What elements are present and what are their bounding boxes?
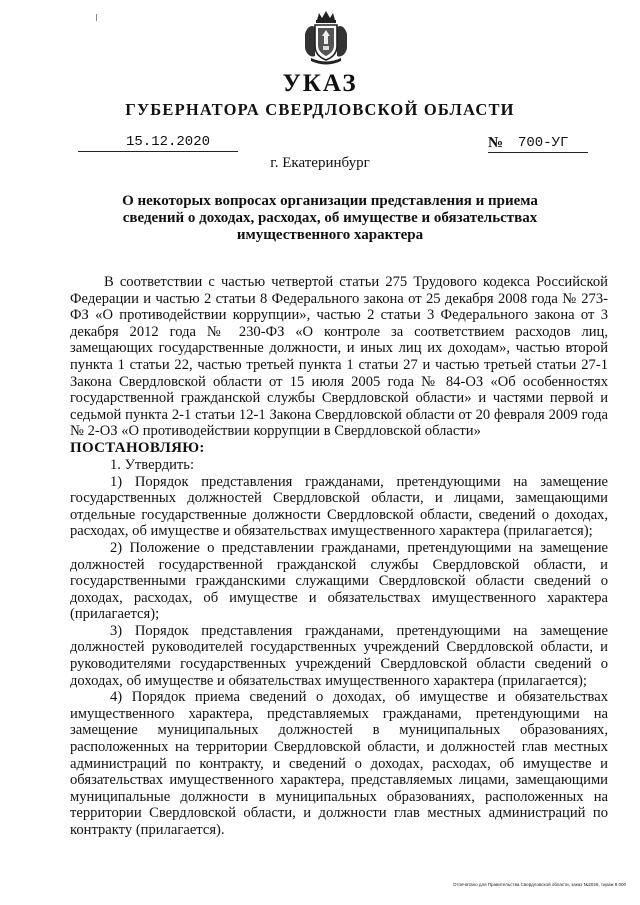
number-field	[488, 133, 588, 153]
list-item: 3) Порядок представления гражданами, претендующими на замещение должностей руководителей государственных учреждений Свердловской области, и руководителями государственных учреждений Свердловской области сведений о доходах, об имуществе и обязательствах имущественного характера (прилагается);	[70, 622, 608, 689]
decree-keyword: ПОСТАНОВЛЯЮ:	[70, 439, 205, 456]
city-label: г. Екатеринбург	[270, 155, 370, 171]
scan-mark	[96, 14, 97, 21]
number-sign: №	[488, 135, 504, 151]
list-item: 1) Порядок представления гражданами, претендующими на замещение государственных должностей Свердловской области, и лицами, замещающими отдельные государственные должности Свердловской области, сведений о доходах, расходах, об имуществе и обязательствах имущественного характера (прилагается);	[70, 473, 608, 540]
decree-date: 15.12.2020	[125, 134, 210, 150]
document-type-title: УКАЗ	[282, 70, 358, 97]
point-1-label: 1. Утвердить:	[110, 456, 195, 473]
coat-of-arms-icon	[303, 10, 349, 66]
decree-heading: О некоторых вопросах организации представления и приема сведений о доходах, расходах, об имуществе и обязательствах имущественного характера	[122, 193, 538, 243]
decree-body	[70, 274, 608, 839]
issuer-title: ГУБЕРНАТОРА СВЕРДЛОВСКОЙ ОБЛАСТИ	[125, 100, 515, 119]
list-item: 4) Порядок приема сведений о доходах, об имуществе и обязательствах имущественного характера, представляемых гражданами, претендующими на замещение муниципальных должностей в муниципальных образованиях, расположенных на территории Свердловской области, и должностей глав местных администраций по контракту, и сведений о доходах, расходах, об имуществе и обязательствах имущественного характера, представляемых лицами, замещающими муниципальные должности в муниципальных образованиях, расположенных на территории Свердловской области, и должности глав местных администраций по контракту (прилагается).	[70, 689, 608, 838]
decree-number: 700-УГ	[518, 135, 569, 151]
print-footer: Отпечатано для Правительства Свердловской области, заказ №2026, тираж 8 000	[452, 882, 626, 887]
list-item: 2) Положение о представлении гражданами, претендующими на замещение должностей государственной гражданской службы Свердловской области, и государственными гражданскими служащими Свердловской области сведений о доходах, расходах, об имуществе и обязательствах имущественного характера (прилагается);	[70, 539, 608, 623]
preamble-paragraph: В соответствии с частью четвертой статьи 275 Трудового кодекса Российской Федерации и частью 2 статьи 8 Федерального закона от 25 декабря 2008 года № 273-ФЗ «О противодействии коррупции», частью 2 статьи 3 Федерального закона от 3 декабря 2012 года № 230-ФЗ «О контроле за соответствием расходов лиц, замещающих государственные должности, и иных лиц их доходам», частью второй пункта 1 статьи 22, частью третьей пункта 1 статьи 27 и частью третьей статьи 27-1 Закона Свердловской области от 15 июля 2005 года № 84-ОЗ «Об особенностях государственной гражданской службы Свердловской области» и частями первой и седьмой пункта 2-1 статьи 12-1 Закона Свердловской области от 20 февраля 2009 года № 2-ОЗ «О противодействии коррупции в Свердловской области»	[70, 274, 608, 440]
date-field	[78, 133, 238, 152]
